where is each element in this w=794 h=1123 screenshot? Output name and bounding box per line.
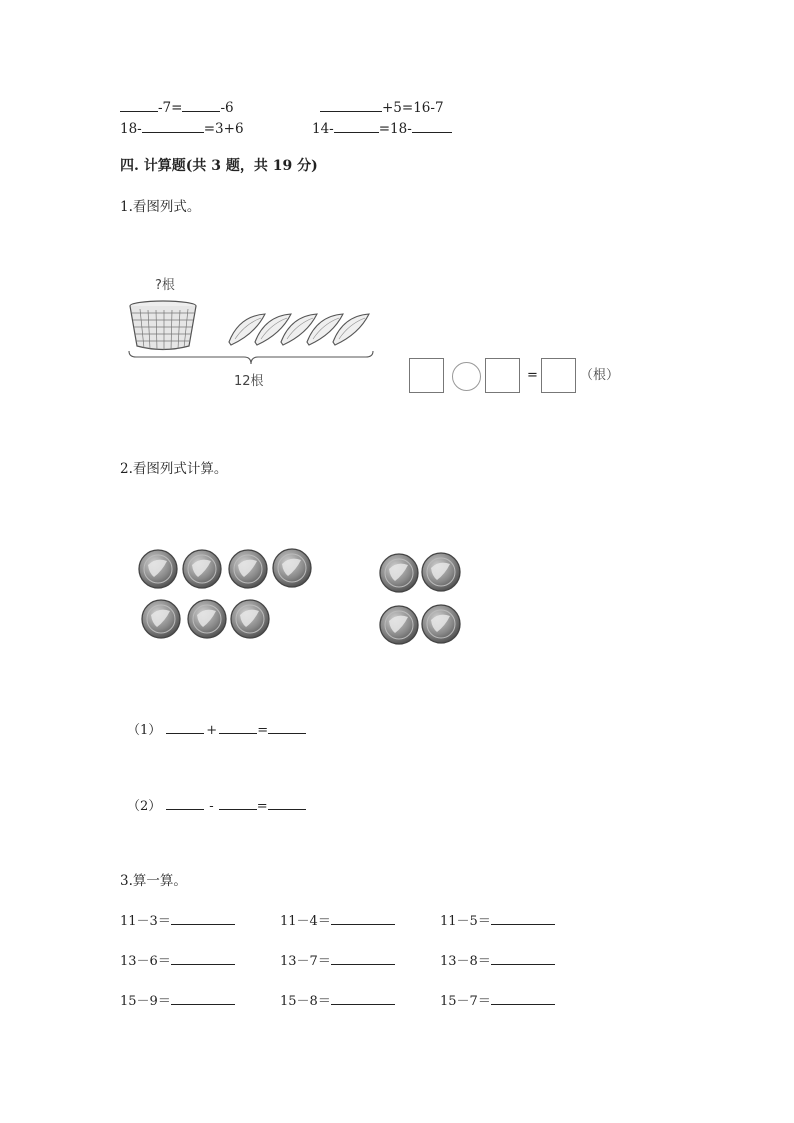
equals-sign: = (256, 799, 268, 814)
problem-text: 13－7＝ (280, 954, 331, 969)
basket-label: ?根 (155, 278, 175, 293)
answer-blank[interactable] (219, 721, 257, 734)
equals-sign: = (527, 368, 538, 383)
problem-text: 13－8＝ (440, 954, 491, 969)
problem-text: 11－3＝ (120, 914, 171, 929)
expression-text: =3+6 (203, 121, 244, 137)
operator: - (209, 799, 214, 814)
problem-item (440, 952, 555, 970)
problem-item (440, 992, 555, 1010)
answer-blank[interactable] (491, 912, 555, 925)
answer-blank[interactable] (219, 797, 257, 810)
problem-item (440, 912, 555, 930)
answer-blank[interactable] (268, 797, 306, 810)
q2-row-2 (127, 797, 306, 815)
question-1-title: 1.看图列式。 (120, 199, 201, 215)
answer-blank[interactable] (268, 721, 306, 734)
problem-text: 13－6＝ (120, 954, 171, 969)
answer-blank[interactable] (331, 912, 395, 925)
answer-blank[interactable] (331, 952, 395, 965)
expression-text: 18- (120, 121, 142, 137)
expression-text: -6 (220, 100, 234, 116)
problem-text: 11－4＝ (280, 914, 331, 929)
problem-item (120, 992, 235, 1010)
problem-text: 15－7＝ (440, 994, 491, 1009)
answer-blank[interactable] (171, 912, 235, 925)
expression-text: -7= (158, 100, 183, 116)
section-title: 四. 计算题(共 3 题，共 19 分) (120, 158, 318, 174)
question-2-title: 2.看图列式计算。 (120, 461, 228, 477)
expression-text: =18- (378, 121, 412, 137)
answer-blank[interactable] (331, 992, 395, 1005)
expression-text: 14- (312, 121, 334, 137)
answer-blank[interactable] (171, 952, 235, 965)
problem-item (280, 992, 395, 1010)
unit-label: （根） (580, 368, 620, 383)
problem-text: 11－5＝ (440, 914, 491, 929)
problem-item (280, 912, 395, 930)
problem-item (120, 952, 235, 970)
problem-item (120, 912, 235, 930)
problem-item (280, 952, 395, 970)
answer-blank[interactable] (491, 992, 555, 1005)
answer-blank[interactable] (166, 721, 204, 734)
question-3-title: 3.算一算。 (120, 873, 187, 889)
row-label: （2） (127, 799, 162, 814)
answer-blank[interactable] (166, 797, 204, 810)
q2-row-1 (127, 721, 306, 739)
problem-text: 15－8＝ (280, 994, 331, 1009)
row-label: （1） (127, 723, 162, 738)
answer-blank[interactable] (491, 952, 555, 965)
answer-blank[interactable] (171, 992, 235, 1005)
operator: + (206, 723, 218, 738)
problem-text: 15－9＝ (120, 994, 171, 1009)
equals-sign: = (257, 723, 269, 738)
expression-text: +5=16-7 (382, 100, 444, 116)
total-label: 12根 (234, 374, 264, 389)
